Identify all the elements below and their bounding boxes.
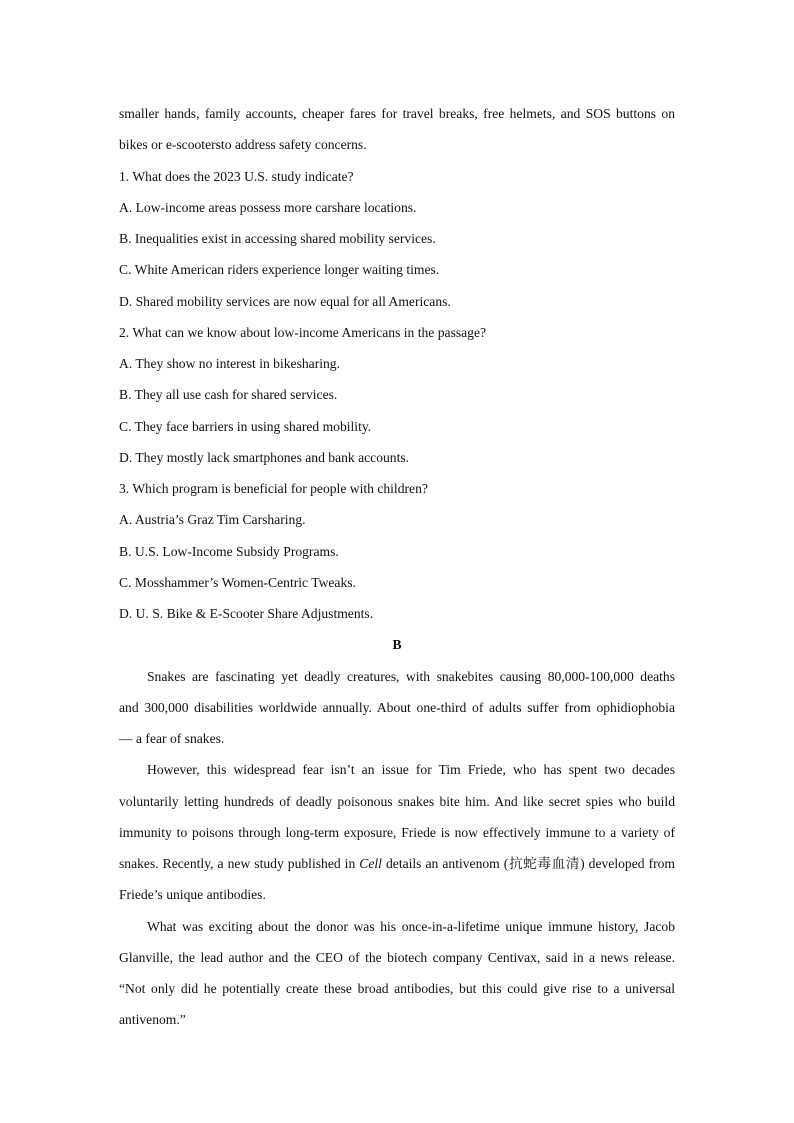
answer-option: B. They all use cash for shared services. [119, 387, 338, 403]
passage-line: antivenom.” [119, 1012, 186, 1028]
passage-line: Friede’s unique antibodies. [119, 887, 266, 903]
answer-option: C. They face barriers in using shared mobility. [119, 418, 372, 434]
question-stem: 3. Which program is beneficial for people with children? [119, 481, 428, 496]
answer-option: A. Austria’s Graz Tim Carsharing. [119, 512, 306, 528]
answer-option: B. Inequalities exist in accessing shared mobility services. [119, 231, 436, 246]
question-stem: 2. What can we know about low-income Americans in the passage? [119, 324, 487, 340]
passage-line: immunity to poisons through long-term exposure, Friede is now effectively immune to a variety of [119, 824, 675, 840]
passage-line: Snakes are fascinating yet deadly creatures, with snakebites causing 80,000-100,000 deaths [147, 668, 675, 684]
passage-line: voluntarily letting hundreds of deadly poisonous snakes bite him. And like secret spies who build [119, 793, 675, 809]
answer-option: D. Shared mobility services are now equal for all Americans. [119, 293, 451, 309]
passage-line: “Not only did he potentially create these broad antibodies, but this could give rise to a universal [119, 981, 675, 996]
question-stem: 1. What does the 2023 U.S. study indicate? [119, 168, 354, 184]
section-heading: B [392, 637, 402, 653]
answer-option: C. White American riders experience longer waiting times. [119, 262, 440, 278]
passage-text: details an antivenom (抗蛇毒血清) developed from [381, 856, 675, 871]
passage-line: Glanville, the lead author and the CEO of the biotech company Centivax, said in a news release. [119, 949, 675, 965]
passage-line: What was exciting about the donor was his once-in-a-lifetime unique immune history, Jacob [147, 918, 675, 934]
passage-line [119, 848, 675, 879]
answer-option: D. U. S. Bike & E-Scooter Share Adjustments. [119, 606, 374, 621]
passage-text: snakes. Recently, a new study published in [119, 856, 360, 871]
continuation-line: bikes or e-scootersto address safety concerns. [119, 137, 367, 153]
answer-option: C. Mosshammer’s Women-Centric Tweaks. [119, 574, 356, 590]
passage-line: and 300,000 disabilities worldwide annually. About one-third of adults suffer from ophidiophobia [119, 699, 675, 715]
journal-name: Cell [359, 856, 382, 871]
document-page [119, 98, 675, 1036]
answer-option: A. Low-income areas possess more carshare locations. [119, 199, 417, 215]
passage-line: — a fear of snakes. [119, 731, 225, 746]
answer-option: A. They show no interest in bikesharing. [119, 356, 340, 371]
passage-line: However, this widespread fear isn’t an issue for Tim Friede, who has spent two decades [147, 762, 675, 778]
continuation-line: smaller hands, family accounts, cheaper fares for travel breaks, free helmets, and SOS buttons on [119, 106, 675, 121]
answer-option: D. They mostly lack smartphones and bank accounts. [119, 449, 410, 465]
answer-option: B. U.S. Low-Income Subsidy Programs. [119, 543, 339, 559]
